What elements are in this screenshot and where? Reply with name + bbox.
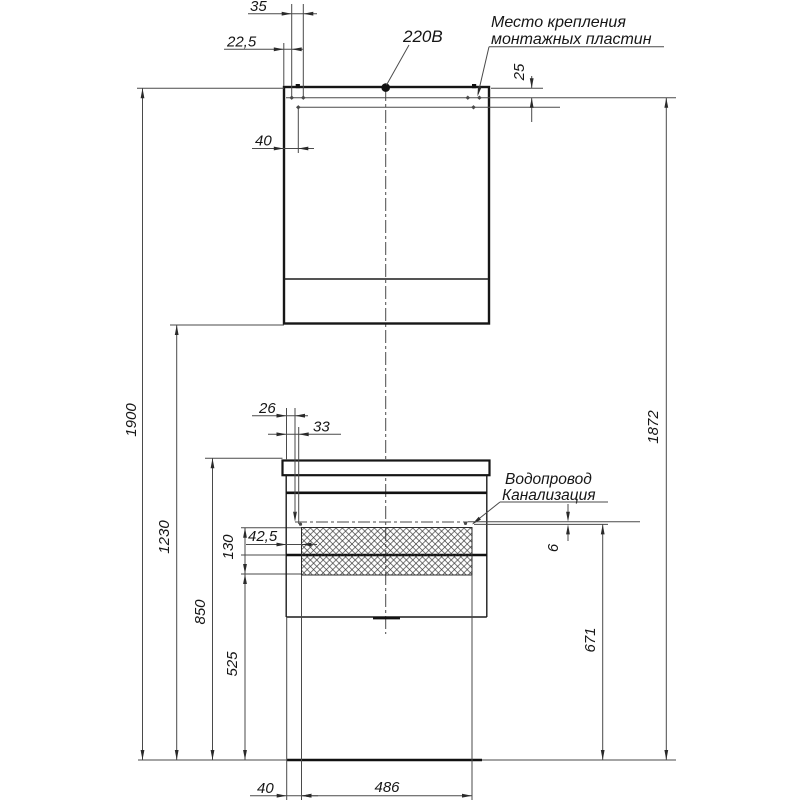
water-label-text: Водопровод [505, 471, 592, 488]
communications-hatch-zone [302, 528, 473, 576]
dim-22-5 [224, 34, 303, 87]
mounting-plate-label [478, 14, 665, 97]
dim-26 [252, 400, 308, 513]
dim-671 [582, 524, 605, 760]
dim-1872 [645, 98, 668, 760]
sewer-label-text: Канализация [502, 487, 596, 504]
dim-486-text: 486 [374, 779, 400, 796]
dim-850-text: 850 [192, 599, 209, 625]
dim-42-5-text: 42,5 [248, 528, 278, 545]
dim-40-top-text: 40 [255, 132, 272, 150]
mirror-cabinet-outline [284, 87, 489, 324]
dim-33-text: 33 [313, 418, 330, 436]
dim-1900-text: 1900 [123, 403, 140, 437]
power-label [387, 27, 443, 85]
bottom-extension-lines [287, 575, 472, 800]
dim-25-text: 25 [511, 63, 528, 81]
mounting-label-line1: Место крепления [491, 14, 626, 31]
dim-1872-text: 1872 [645, 410, 662, 444]
power-socket-point [381, 83, 390, 92]
dim-525 [224, 574, 247, 760]
dim-6-text: 6 [545, 543, 562, 553]
dim-525-text: 525 [224, 651, 241, 677]
dim-1230-text: 1230 [156, 520, 173, 554]
pipe-axis-line [293, 512, 468, 526]
dim-35 [248, 0, 317, 97]
dim-22-5-text: 22,5 [227, 33, 257, 51]
vanity-countertop [283, 461, 490, 476]
dim-6 [468, 504, 640, 552]
dim-850 [192, 458, 283, 760]
dim-671-text: 671 [582, 627, 599, 653]
dim-26-text: 26 [259, 400, 276, 417]
mounting-label-line2: монтажных пластин [491, 31, 652, 48]
dim-1900 [123, 88, 284, 760]
power-label-text: 220В [403, 27, 443, 46]
dim-40-bottom-text: 40 [257, 780, 274, 797]
dim-25 [511, 63, 534, 122]
water-sewer-label [472, 471, 608, 525]
dim-35-text: 35 [250, 0, 267, 15]
dim-130-text: 130 [220, 534, 237, 560]
dim-486 [302, 779, 473, 798]
